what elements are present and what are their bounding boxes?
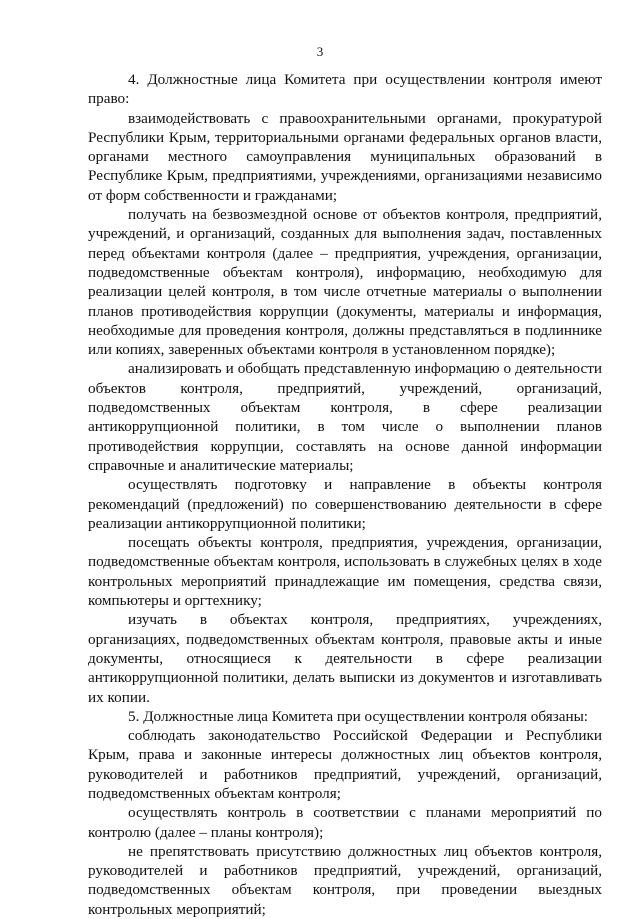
- page-number: 3: [316, 44, 324, 59]
- document-body: [88, 70, 602, 919]
- paragraph-receive-info: получать на безвозмездной основе от объектов контроля, предприятий, учреждений, и организаций, созданных для выполнения задач, поставленных перед объектами контроля (далее – предприятия, учреждения, организации, подведомственные объектам контроля), информацию, необходимую для реализации целей контроля, в том числе отчетные материалы о выполнении планов противодействия коррупции (документы, материалы и информация, необходимые для проведения контроля, должны представляться в подлиннике или копиях, заверенных объектами контроля в установленном порядке);: [88, 206, 602, 359]
- paragraph-duties-heading: 5. Должностные лица Комитета при осуществлении контроля обязаны:: [128, 707, 589, 725]
- paragraph-analyze: анализировать и обобщать представленную информацию о деятельности объектов контроля, предприятий, учреждений, организаций, подведомственных объектам контроля, в сфере реализации антикоррупционной политики, в том числе о выполнении планов противодействия коррупции, составлять на основе данной информации справочные и аналитические материалы;: [88, 360, 602, 474]
- paragraph-comply-law: соблюдать законодательство Российской Федерации и Республики Крым, права и законные интересы должностных лиц объектов контроля, руководителей и работников предприятий, учреждений, организаций, подведомственных объектам контроля;: [88, 727, 602, 802]
- paragraph-interact: взаимодействовать с правоохранительными органами, прокуратурой Республики Крым, территориальными органами федеральных органов власти, органами местного самоуправления муниципальных образований в Республике Крым, предприятиями, учреждениями, организациями независимо от форм собственности и гражданами;: [88, 109, 602, 204]
- paragraph-recommendations: осуществлять подготовку и направление в объекты контроля рекомендаций (предложений) по совершенствованию деятельности в сфере реализации антикоррупционной политики;: [88, 476, 602, 532]
- paragraph-rights-heading: 4. Должностные лица Комитета при осуществлении контроля имеют право:: [88, 71, 602, 108]
- paragraph-study-documents: изучать в объектах контроля, предприятиях, учреждениях, организациях, подведомственных объектам контроля, правовые акты и иные документы, относящиеся к деятельности в сфере реализации антикоррупционной политики, делать выписки из документов и изготавливать их копии.: [88, 611, 602, 706]
- paragraph-plans: осуществлять контроль в соответствии с планами мероприятий по контролю (далее – планы контроля);: [88, 804, 602, 841]
- paragraph-visit: посещать объекты контроля, предприятия, учреждения, организации, подведомственные объектам контроля, использовать в служебных целях в ходе контрольных мероприятий принадлежащие им помещения, средства связи, компьютеры и оргтехнику;: [88, 534, 602, 610]
- paragraph-not-obstruct: не препятствовать присутствию должностных лиц объектов контроля, руководителей и работников предприятий, учреждений, организаций, подведомственных объектам контроля, при проведении выездных контрольных мероприятий;: [88, 842, 602, 918]
